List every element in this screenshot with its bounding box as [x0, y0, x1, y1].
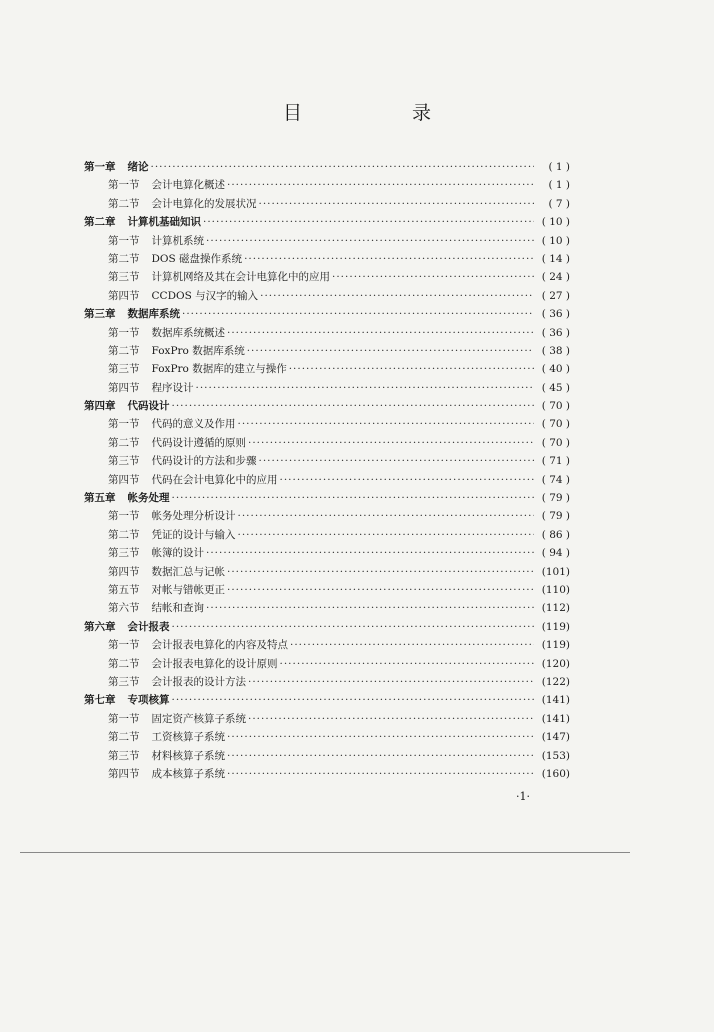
- toc-section-row: [84, 360, 570, 378]
- toc-section-row: [84, 581, 570, 599]
- toc-entry-page: ( 79 ): [541, 492, 570, 505]
- toc-section-row: [84, 526, 570, 544]
- toc-entry-page: ( 70 ): [541, 418, 570, 431]
- toc-entry-label: 第三节: [108, 675, 140, 688]
- dot-leader: [238, 526, 535, 544]
- toc-entry-page: ( 10 ): [541, 234, 570, 247]
- toc-entry-label: 第三节: [108, 749, 140, 762]
- toc-entry-page: (141): [541, 712, 570, 725]
- toc-entry-label: 第五节: [108, 583, 140, 596]
- dot-leader: [332, 268, 534, 286]
- dot-leader: [227, 176, 534, 194]
- toc-entry-page: ( 40 ): [541, 363, 570, 376]
- page-title: 目 录: [282, 102, 484, 124]
- toc-entry-title: 固定资产核算子系统: [151, 712, 246, 725]
- toc-entry-title: FoxPro 数据库的建立与操作: [151, 363, 287, 376]
- toc-entry-label: 第二节: [108, 344, 140, 357]
- toc-entry-page: ( 1 ): [548, 161, 570, 173]
- dot-leader: [206, 599, 534, 617]
- toc-entry-label: 第二节: [108, 252, 140, 265]
- toc-entry-page: (153): [541, 749, 570, 762]
- toc-section-row: [84, 452, 570, 470]
- toc-entry-page: ( 38 ): [541, 344, 570, 357]
- toc-entry-title: 会计报表的设计方法: [151, 675, 246, 688]
- toc-entry-title: 计算机网络及其在会计电算化中的应用: [151, 271, 330, 284]
- toc-entry-page: (122): [541, 675, 570, 688]
- toc-section-row: [84, 268, 570, 286]
- toc-entry-page: ( 27 ): [541, 289, 570, 302]
- toc-entry-title: 计算机系统: [151, 234, 204, 247]
- toc-entry-page: ( 14 ): [541, 252, 570, 265]
- toc-section-row: [84, 176, 570, 194]
- toc-entry-page: (160): [541, 767, 570, 780]
- toc-section-row: [84, 471, 570, 489]
- dot-leader: [248, 710, 534, 728]
- toc-entry-title: 对帐与错帐更正: [151, 583, 225, 596]
- toc-chapter-row: [84, 213, 570, 231]
- toc-entry-label: 第四章: [84, 400, 116, 413]
- toc-entry-title: 帐务处理分析设计: [151, 510, 236, 523]
- bottom-rule: [20, 852, 630, 853]
- dot-leader: [182, 305, 534, 323]
- toc-entry-page: (147): [541, 731, 570, 744]
- toc-entry-title: 会计电算化概述: [151, 179, 225, 192]
- toc-chapter-row: [84, 691, 570, 709]
- toc-entry-page: (120): [541, 657, 570, 670]
- toc-entry-title: 成本核算子系统: [151, 767, 225, 780]
- toc-section-row: [84, 507, 570, 525]
- toc-section-row: [84, 415, 570, 433]
- toc-entry-label: 第二节: [108, 528, 140, 541]
- toc-entry-page: ( 86 ): [541, 528, 570, 541]
- toc-entry-title: 代码设计遵循的原则: [151, 436, 246, 449]
- toc-section-row: [84, 250, 570, 268]
- toc-entry-page: ( 10 ): [541, 216, 570, 229]
- toc-entry-page: ( 36 ): [541, 326, 570, 339]
- toc-entry-page: ( 70 ): [541, 400, 570, 413]
- toc-entry-title: 代码的意义及作用: [151, 418, 236, 431]
- toc-chapter-row: [84, 397, 570, 415]
- dot-leader: [172, 618, 535, 636]
- toc-section-row: [84, 728, 570, 746]
- toc-entry-label: 第四节: [108, 473, 140, 486]
- toc-section-row: [84, 287, 570, 305]
- page-number: ·1·: [516, 790, 530, 803]
- toc-entry-title: CCDOS 与汉字的输入: [151, 289, 259, 302]
- toc-entry-title: 会计报表: [127, 620, 170, 633]
- toc-entry-title: 帐簿的设计: [151, 547, 204, 560]
- toc-chapter-row: [84, 618, 570, 636]
- toc-entry-page: ( 71 ): [541, 455, 570, 468]
- toc-entry-label: 第六节: [108, 602, 140, 615]
- dot-leader: [227, 765, 534, 783]
- toc-entry-label: 第二节: [108, 436, 140, 449]
- toc-entry-page: ( 7 ): [548, 197, 570, 210]
- toc-entry-label: 第一节: [108, 418, 140, 431]
- toc-entry-label: 第二章: [84, 216, 116, 229]
- dot-leader: [248, 434, 534, 452]
- toc-section-row: [84, 599, 570, 617]
- toc-entry-title: 计算机基础知识: [127, 216, 201, 229]
- toc-entry-label: 第一节: [108, 510, 140, 523]
- toc-entry-title: 程序设计: [151, 381, 194, 394]
- toc-section-row: [84, 544, 570, 562]
- dot-leader: [248, 673, 534, 691]
- dot-leader: [196, 379, 535, 397]
- toc-entry-page: ( 36 ): [541, 308, 570, 321]
- toc-entry-label: 第三节: [108, 363, 140, 376]
- toc-entry-label: 第一章: [84, 161, 116, 173]
- toc-entry-title: 绪论: [127, 161, 149, 173]
- toc-section-row: [84, 195, 570, 213]
- dot-leader: [238, 415, 535, 433]
- dot-leader: [206, 544, 534, 562]
- dot-leader: [172, 489, 535, 507]
- toc-section-row: [84, 710, 570, 728]
- dot-leader: [238, 507, 535, 525]
- toc-section-row: [84, 636, 570, 654]
- dot-leader: [227, 581, 534, 599]
- toc-entry-label: 第一节: [108, 179, 140, 192]
- toc-section-row: [84, 342, 570, 360]
- toc-entry-label: 第三章: [84, 308, 116, 321]
- toc-entry-label: 第五章: [84, 492, 116, 505]
- toc-entry-label: 第一节: [108, 639, 140, 652]
- toc-entry-title: 会计电算化的发展状况: [151, 197, 257, 210]
- toc-entry-page: ( 70 ): [541, 436, 570, 449]
- toc-entry-label: 第一节: [108, 712, 140, 725]
- dot-leader: [280, 655, 535, 673]
- toc-entry-label: 第四节: [108, 565, 140, 578]
- toc-entry-title: 专项核算: [127, 694, 170, 707]
- toc-section-row: [84, 324, 570, 342]
- dot-leader: [227, 324, 534, 342]
- toc-entry-page: (119): [541, 639, 570, 652]
- toc-entry-title: 数据库系统概述: [151, 326, 225, 339]
- dot-leader: [227, 728, 534, 746]
- dot-leader: [290, 636, 534, 654]
- dot-leader: [259, 452, 535, 470]
- dot-leader: [227, 747, 534, 765]
- dot-leader: [227, 563, 534, 581]
- toc-section-row: [84, 379, 570, 397]
- toc-section-row: [84, 765, 570, 783]
- toc-entry-title: 代码在会计电算化中的应用: [151, 473, 278, 486]
- toc-entry-label: 第七章: [84, 694, 116, 707]
- toc-entry-label: 第三节: [108, 271, 140, 284]
- dot-leader: [203, 213, 534, 231]
- toc-entry-title: 数据汇总与记帐: [151, 565, 225, 578]
- toc-entry-title: 材料核算子系统: [151, 749, 225, 762]
- toc-entry-label: 第六章: [84, 620, 116, 633]
- toc-entry-title: 代码设计的方法和步骤: [151, 455, 257, 468]
- toc-entry-label: 第四节: [108, 767, 140, 780]
- toc-entry-label: 第四节: [108, 289, 140, 302]
- dot-leader: [244, 250, 534, 268]
- toc-entry-page: ( 24 ): [541, 271, 570, 284]
- dot-leader: [259, 195, 535, 213]
- toc-section-row: [84, 673, 570, 691]
- dot-leader: [172, 691, 535, 709]
- toc-entry-title: DOS 磁盘操作系统: [151, 252, 243, 265]
- dot-leader: [206, 232, 534, 250]
- toc-entry-page: (119): [541, 620, 570, 633]
- toc-entry-title: 帐务处理: [127, 492, 170, 505]
- toc-entry-page: ( 1 ): [548, 179, 570, 192]
- toc-entry-title: 结帐和查询: [151, 602, 204, 615]
- toc-entry-label: 第二节: [108, 197, 140, 210]
- dot-leader: [247, 342, 534, 360]
- toc-entry-label: 第三节: [108, 455, 140, 468]
- table-of-contents: [84, 158, 570, 783]
- toc-entry-page: (110): [541, 583, 570, 596]
- toc-chapter-row: [84, 489, 570, 507]
- toc-entry-title: 会计报表电算化的设计原则: [151, 657, 278, 670]
- toc-entry-title: 会计报表电算化的内容及特点: [151, 639, 288, 652]
- toc-entry-label: 第四节: [108, 381, 140, 394]
- toc-entry-title: FoxPro 数据库系统: [151, 344, 245, 357]
- toc-entry-title: 代码设计: [127, 400, 170, 413]
- toc-section-row: [84, 563, 570, 581]
- dot-leader: [280, 471, 535, 489]
- dot-leader: [151, 158, 535, 176]
- toc-section-row: [84, 747, 570, 765]
- toc-entry-label: 第一节: [108, 234, 140, 247]
- dot-leader: [172, 397, 535, 415]
- dot-leader: [289, 360, 534, 378]
- toc-chapter-row: [84, 305, 570, 323]
- toc-section-row: [84, 655, 570, 673]
- toc-entry-page: ( 94 ): [541, 547, 570, 560]
- toc-entry-page: ( 45 ): [541, 381, 570, 394]
- toc-entry-title: 数据库系统: [127, 308, 180, 321]
- dot-leader: [260, 287, 534, 305]
- toc-entry-label: 第二节: [108, 657, 140, 670]
- toc-entry-label: 第一节: [108, 326, 140, 339]
- toc-entry-title: 凭证的设计与输入: [151, 528, 236, 541]
- toc-entry-page: (141): [541, 694, 570, 707]
- toc-entry-title: 工资核算子系统: [151, 731, 225, 744]
- toc-entry-page: ( 79 ): [541, 510, 570, 523]
- toc-entry-label: 第二节: [108, 731, 140, 744]
- toc-chapter-row: [84, 158, 570, 176]
- toc-entry-label: 第三节: [108, 547, 140, 560]
- toc-section-row: [84, 232, 570, 250]
- toc-entry-page: (112): [541, 602, 570, 615]
- toc-entry-page: (101): [541, 565, 570, 578]
- toc-section-row: [84, 434, 570, 452]
- toc-entry-page: ( 74 ): [541, 473, 570, 486]
